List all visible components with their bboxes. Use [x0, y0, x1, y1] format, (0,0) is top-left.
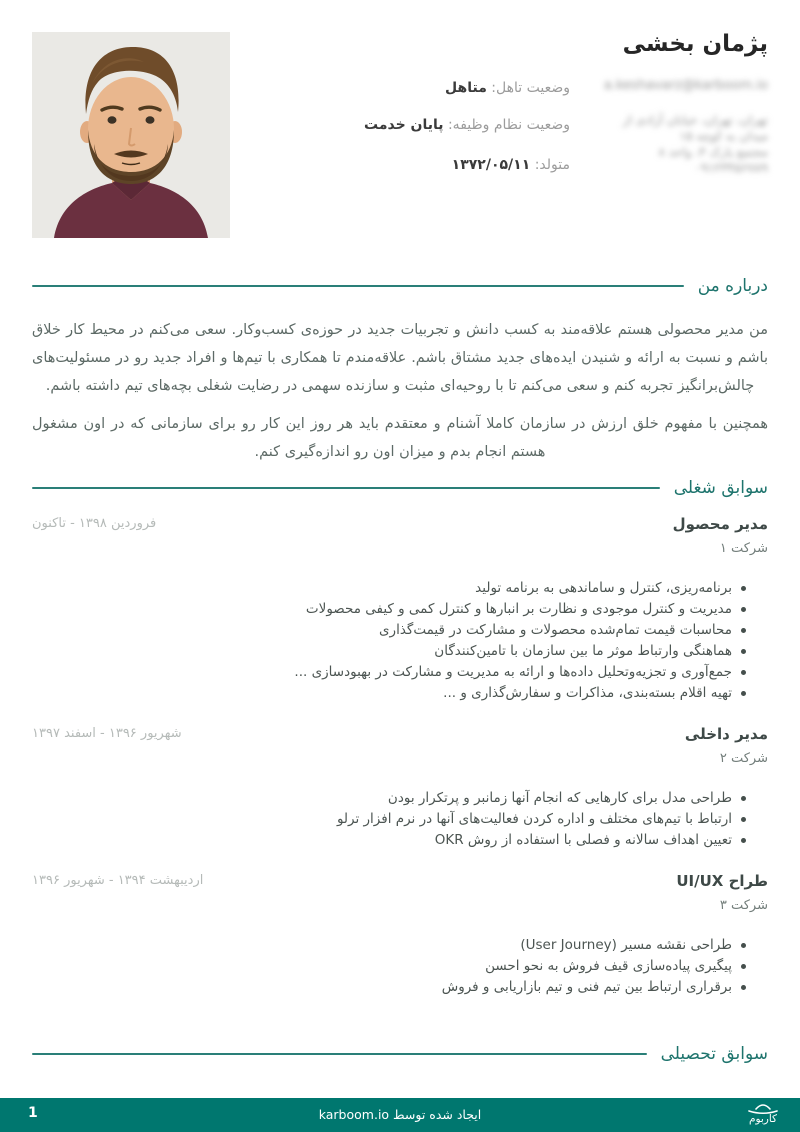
- job-bullet: محاسبات قیمت تمام‌شده محصولات و مشارکت در قیمت‌گذاری: [32, 620, 746, 641]
- page-title: پژمان بخشی: [622, 31, 768, 57]
- job-bullet: جمع‌آوری و تجزیه‌وتحلیل داده‌ها و ارائه به مدیریت و مشارکت در بهبودسازی ...: [32, 662, 746, 683]
- footer-credit-site: karboom.io: [318, 1107, 390, 1122]
- job-company: شرکت ۱: [719, 541, 768, 556]
- job-bullet: طراحی مدل برای کارهایی که انجام آنها زمانبر و پرتکرار بودن: [32, 788, 746, 809]
- section-title-about: درباره من: [697, 276, 768, 296]
- job-bullet: پیگیری پیاده‌سازی قیف فروش به نحو احسن: [32, 956, 746, 977]
- job-bullet: مدیریت و کنترل موجودی و نظارت بر انبارها و کنترل کمی و کیفی محصولات: [32, 599, 746, 620]
- job-bullet: تهیه اقلام بسته‌بندی، مذاکرات و سفارش‌گذاری و ...: [32, 683, 746, 704]
- job-company: شرکت ۲: [719, 751, 768, 766]
- section-title-experience: سوابق شغلی: [673, 478, 768, 498]
- profile-photo-illustration: [32, 32, 230, 238]
- page-number: 1: [28, 1105, 38, 1121]
- profile-photo: [32, 32, 230, 238]
- section-rule: [32, 285, 684, 287]
- section-education: [32, 1042, 768, 1066]
- about-paragraphs: [32, 316, 768, 466]
- section-heading-education: [32, 1042, 768, 1066]
- job-bullet: برنامه‌ریزی، کنترل و ساماندهی به برنامه تولید: [32, 578, 746, 599]
- detail-label: متولد:: [530, 156, 570, 173]
- job-entry: [32, 514, 768, 704]
- section-heading-about: [32, 274, 768, 298]
- section-heading-experience: [32, 476, 768, 500]
- job-title: طراح UI/UX: [676, 872, 768, 890]
- job-dates: اردیبهشت ۱۳۹۴ - شهریور ۱۳۹۶: [32, 873, 204, 888]
- job-bullet: ارتباط با تیم‌های مختلف و اداره کردن فعالیت‌های آنها در نرم افزار ترلو: [32, 809, 746, 830]
- detail-label: وضعیت نظام وظیفه:: [443, 116, 570, 133]
- detail-value: متاهل: [445, 79, 487, 96]
- job-dates: شهریور ۱۳۹۶ - اسفند ۱۳۹۷: [32, 726, 182, 741]
- job-title: مدیر محصول: [672, 515, 768, 533]
- footer-credit-text: ایجاد شده توسط: [393, 1107, 482, 1122]
- detail-row: [338, 155, 570, 175]
- job-dates: فروردین ۱۳۹۸ - تاکنون: [32, 516, 157, 531]
- header-info: [338, 30, 768, 175]
- job-company: شرکت ۳: [719, 898, 768, 913]
- detail-value: ۱۳۷۲/۰۵/۱۱: [451, 156, 531, 173]
- job-bullet-list: [32, 578, 746, 704]
- section-rule: [32, 1053, 647, 1055]
- job-bullet-list: [32, 788, 746, 851]
- job-bullet: برقراری ارتباط بین تیم فنی و تیم بازاریابی و فروش: [32, 977, 746, 998]
- job-bullet: طراحی نقشه مسیر (User Journey): [32, 935, 746, 956]
- section-experience: [32, 476, 768, 998]
- section-about: [32, 274, 768, 466]
- detail-row: [338, 78, 570, 115]
- email-blurred: a.keshavarz@karboom.io: [603, 77, 768, 93]
- job-list: [32, 514, 768, 998]
- job-entry: [32, 724, 768, 851]
- karboom-logo: [746, 1100, 780, 1125]
- footer: [0, 1098, 800, 1132]
- personal-details: [338, 78, 570, 175]
- job-bullet-list: [32, 935, 746, 998]
- detail-row: [338, 115, 570, 155]
- job-bullet: تعیین اهداف سالانه و فصلی با استفاده از روش OKR: [32, 830, 746, 851]
- job-bullet: هماهنگی وارتباط موثر ما بین سازمان با تامین‌کنندگان: [32, 641, 746, 662]
- about-paragraph: همچنین با مفهوم خلق ارزش در سازمان کاملا آشنام و معتقدم باید هر روز این کار رو برای سازمانی که در اون مشغول هستم انجام بدم و میزان اون رو اندازه‌گیری کنم.: [32, 416, 768, 460]
- job-title: مدیر داخلی: [684, 725, 768, 743]
- section-title-education: سوابق تحصیلی: [660, 1044, 768, 1064]
- about-paragraph: من مدیر محصولی هستم علاقه‌مند به کسب دانش و تجربیات جدید در حوزه‌ی کسب‌وکار. سعی می‌کنم در محیط کار خلاق باشم و نسبت به ارائه و شنیدن ایده‌های جدید مشتاق باشم. علاقه‌مندم تا همکاری با تیم‌ها و افراد جدید رو در مسئولیت‌های چالش‌برانگیز تجربه کنم و سعی می‌کنم تا با روحیه‌ای مثبت و سازنده سهمی در رضایت شغلی بچه‌های تیم داشته باشم.: [32, 322, 768, 394]
- section-rule: [32, 487, 660, 489]
- footer-credit: [319, 1107, 482, 1122]
- contact-info: [596, 78, 768, 175]
- phone-blurred: ۰۹۱۲۳۴۵۶۷۸۹: [694, 159, 768, 175]
- detail-label: وضعیت تاهل:: [486, 79, 570, 96]
- job-entry: [32, 871, 768, 998]
- address-blurred: تهران، تهران، خیابان آزادی از میدان به کوچه ۱۵ مجتمع پارک ۴، واحد ۸: [622, 112, 768, 159]
- karboom-logo-label: کاربوم: [748, 1113, 778, 1125]
- resume-body: [0, 238, 800, 1066]
- detail-value: پایان خدمت: [364, 116, 444, 133]
- personal-info-grid: [338, 78, 768, 175]
